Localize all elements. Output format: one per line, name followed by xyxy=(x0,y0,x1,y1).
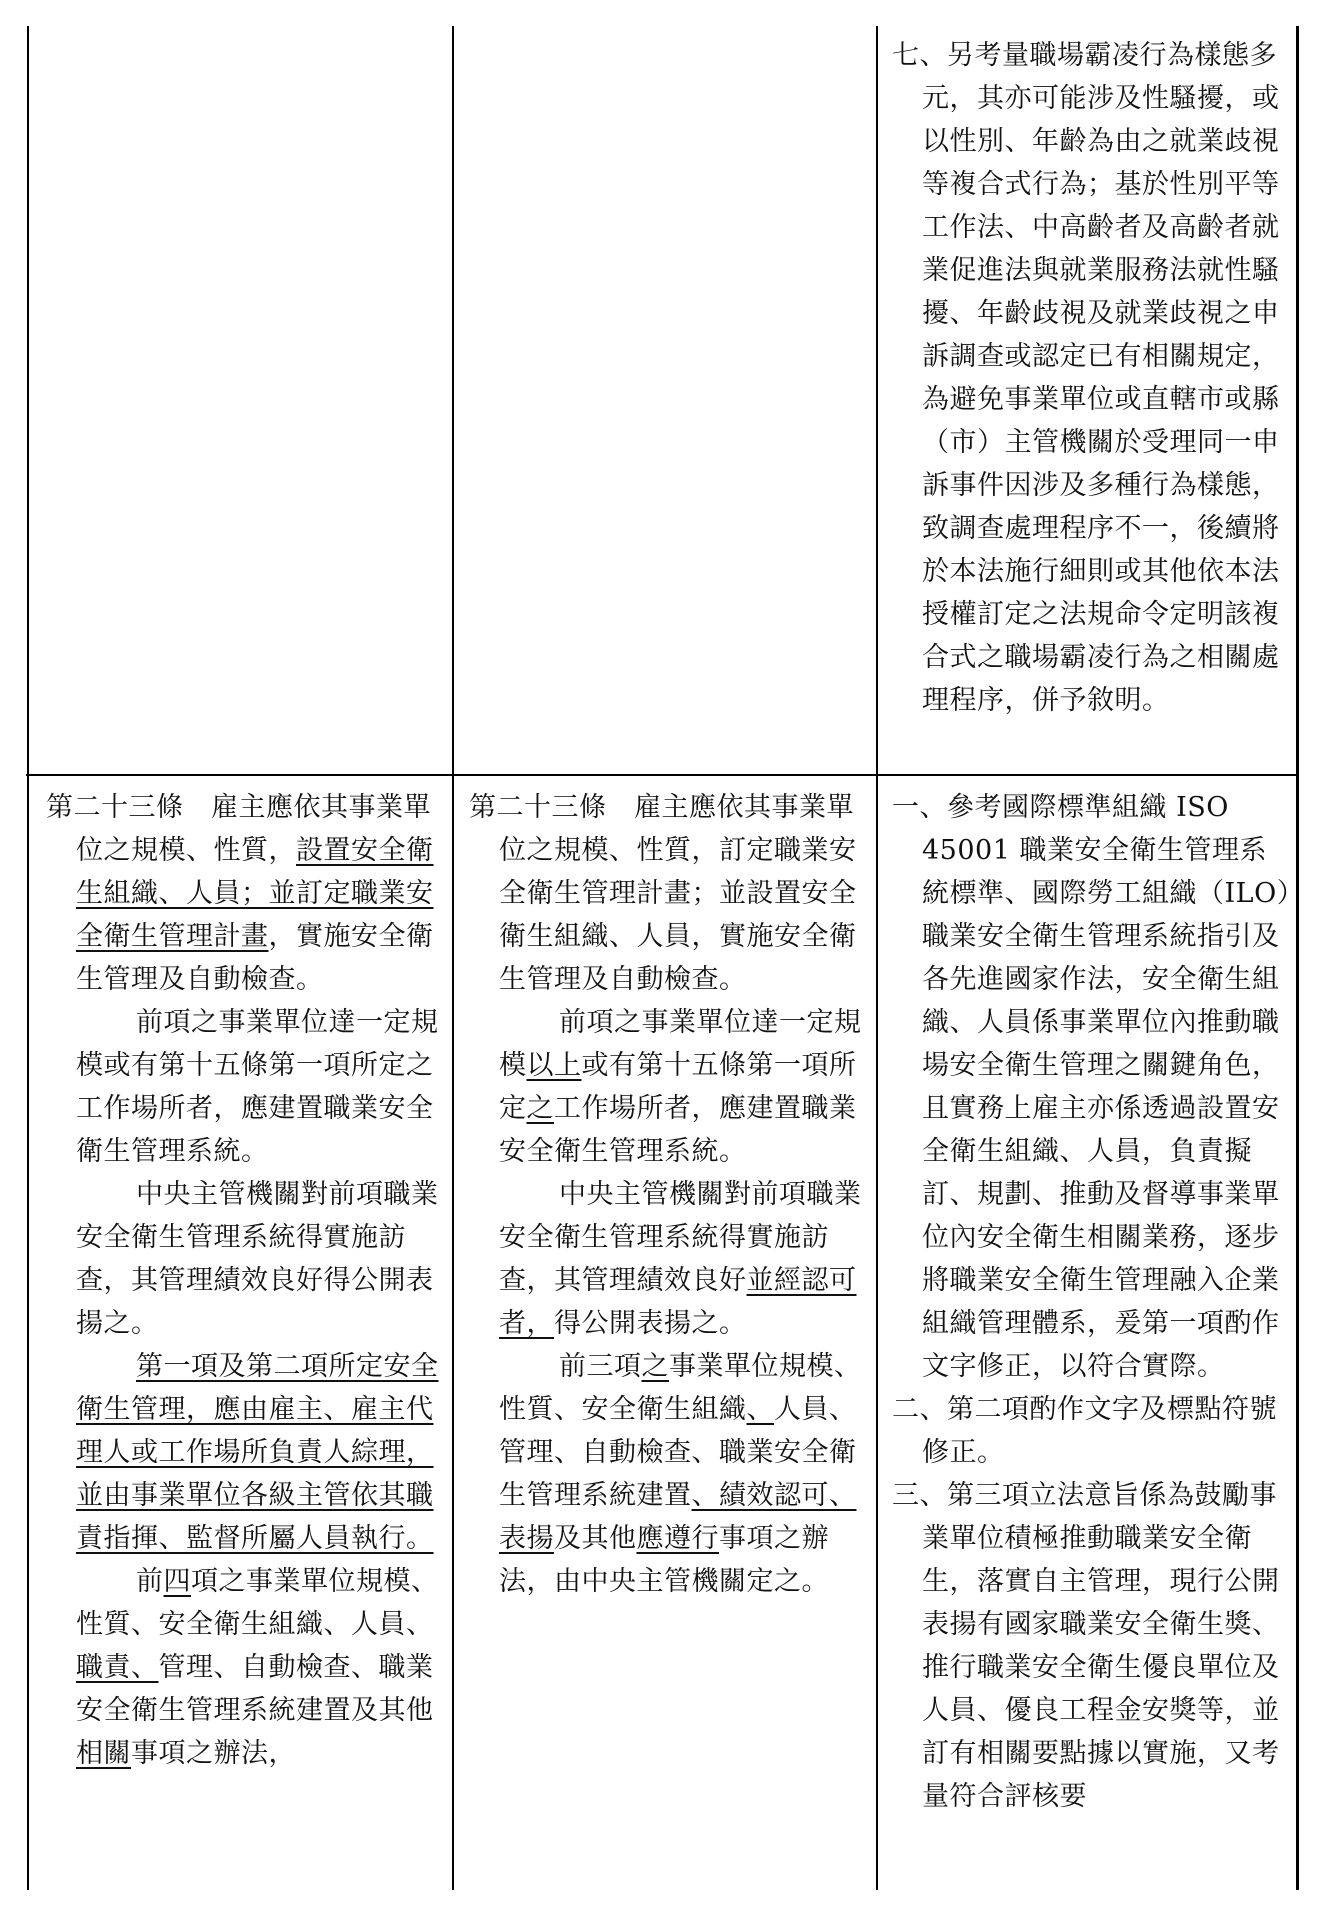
amended-p1-text: 第二十三條 雇主應依其事業單位之規模、性質， xyxy=(46,792,431,866)
current-p4-underlined-4: 應遵行 xyxy=(636,1523,719,1554)
explanation-item-3: 三、第三項立法意旨係為鼓勵事業單位積極推動職業安全衛生，落實自主管理，現行公開表揚有國家職業安全衛生獎、推行職業安全衛生優良單位及人員、優良工程金安獎等，並訂有相關要點據以實施，又考量符合評核要 xyxy=(892,1480,1280,1812)
current-p4-text-a: 前三項 xyxy=(559,1351,642,1382)
explanation-item-2: 二、第二項酌作文字及標點符號修正。 xyxy=(892,1394,1277,1468)
table-border-left xyxy=(27,26,29,1890)
current-paragraph-2 xyxy=(469,1001,869,1173)
current-paragraph-4 xyxy=(469,1345,869,1603)
current-p2-text-b: 或有第十五條第一項所定 xyxy=(499,1050,857,1124)
current-article-cell xyxy=(469,786,869,1603)
amended-p5-underlined-2: 職責、 xyxy=(76,1652,159,1683)
current-p4-underlined-3: 、績效認可、表揚 xyxy=(499,1480,857,1554)
current-p2-underlined-1: 以上 xyxy=(526,1050,582,1081)
current-p4-underlined-1: 之 xyxy=(641,1351,669,1382)
amended-p4-underlined: 第一項及第二項所定安全衛生管理，應由雇主、雇主代理人或工作場所負責人綜理，並由事業單位各級主管依其職責指揮、監督所屬人員執行。 xyxy=(76,1351,439,1554)
amended-p1-text-end: ，實施安全衛生管理及自動檢查。 xyxy=(76,921,434,995)
amended-article-cell xyxy=(46,786,446,1775)
amended-paragraph-4 xyxy=(46,1345,446,1560)
current-paragraph-3 xyxy=(469,1173,869,1345)
current-p4-text-b: 事業單位規模、性質、安全衛生組織 xyxy=(499,1351,862,1425)
row2-explanation-cell xyxy=(892,786,1294,1818)
current-paragraph-1: 第二十三條 雇主應依其事業單位之規模、性質，訂定職業安全衛生管理計畫；並設置安全衛生組織、人員，實施安全衛生管理及自動檢查。 xyxy=(469,792,857,995)
amended-p5-text-c: 管理、自動檢查、職業安全衛生管理系統建置及其他 xyxy=(76,1652,434,1726)
amended-p5-underlined-1: 四 xyxy=(163,1566,191,1597)
explanation-item-1: 一、參考國際標準組織 ISO 45001 職業安全衛生管理系統標準、國際勞工組織（ILO）職業安全衛生管理系統指引及各先進國家作法，安全衛生組織、人員係事業單位內推動職場安全衛生管理之關鍵角色，且實務上雇主亦係透過設置安全衛生組織、人員，負責擬訂、規劃、推動及督導事業單位內安全衛生相關業務，逐步將職業安全衛生管理融入企業組織管理體系，爰第一項酌作文字修正，以符合實際。 xyxy=(892,792,1291,1382)
current-p2-text-c: 工作場所者，應建置職業安全衛生管理系統。 xyxy=(499,1093,857,1167)
column-divider-1 xyxy=(452,26,454,1890)
current-p4-text-e: 事項之辦法，由中央主管機關定之。 xyxy=(499,1523,829,1597)
row-divider xyxy=(26,774,1297,776)
current-p2-text-a: 前項之事業單位達一定規模 xyxy=(499,1007,862,1081)
amended-paragraph-3: 中央主管機關對前項職業安全衛生管理系統得實施訪查，其管理績效良好得公開表揚之。 xyxy=(76,1179,439,1339)
current-p2-underlined-2: 之 xyxy=(526,1093,554,1124)
current-p3-underlined: 並經認可者， xyxy=(499,1265,857,1339)
amended-p5-underlined-3: 相關 xyxy=(76,1738,131,1769)
amended-p5-text-a: 前 xyxy=(136,1566,164,1597)
row1-explanation-cell xyxy=(892,34,1294,722)
amended-p5-text-b: 項之事業單位規模、性質、安全衛生組織、人員、 xyxy=(76,1566,439,1640)
amended-paragraph-5 xyxy=(46,1560,446,1775)
amended-p5-text-d: 事項之辦法， xyxy=(131,1738,296,1769)
current-p4-text-c: 人員、管理、自動檢查、職業安全衛生管理系統建置 xyxy=(499,1394,857,1511)
amended-paragraph-2: 前項之事業單位達一定規模或有第十五條第一項所定之工作場所者，應建置職業安全衛生管理系統。 xyxy=(76,1007,439,1167)
current-p3-text-b: 得公開表揚之。 xyxy=(554,1308,747,1339)
current-p4-underlined-2: 、 xyxy=(746,1394,774,1425)
explanation-item-7: 七、另考量職場霸凌行為樣態多元，其亦可能涉及性騷擾，或以性別、年齡為由之就業歧視等複合式行為；基於性別平等工作法、中高齡者及高齡者就業促進法與就業服務法就性騷擾、年齡歧視及就業歧視之申訴調查或認定已有相關規定，為避免事業單位或直轄市或縣（市）主管機關於受理同一申訴事件因涉及多種行為樣態，致調查處理程序不一，後續將於本法施行細則或其他依本法授權訂定之法規命令定明該複合式之職場霸凌行為之相關處理程序，併予敘明。 xyxy=(892,40,1280,716)
amended-paragraph-1 xyxy=(46,786,446,1001)
amended-p1-underlined: 設置安全衛生組織、人員；並訂定職業安全衛生管理計畫 xyxy=(76,835,434,952)
current-p4-text-d: 及其他 xyxy=(554,1523,637,1554)
column-divider-2 xyxy=(876,26,878,1890)
table-border-right xyxy=(1296,26,1299,1890)
current-p3-text-a: 中央主管機關對前項職業安全衛生管理系統得實施訪查，其管理績效良好 xyxy=(499,1179,862,1296)
